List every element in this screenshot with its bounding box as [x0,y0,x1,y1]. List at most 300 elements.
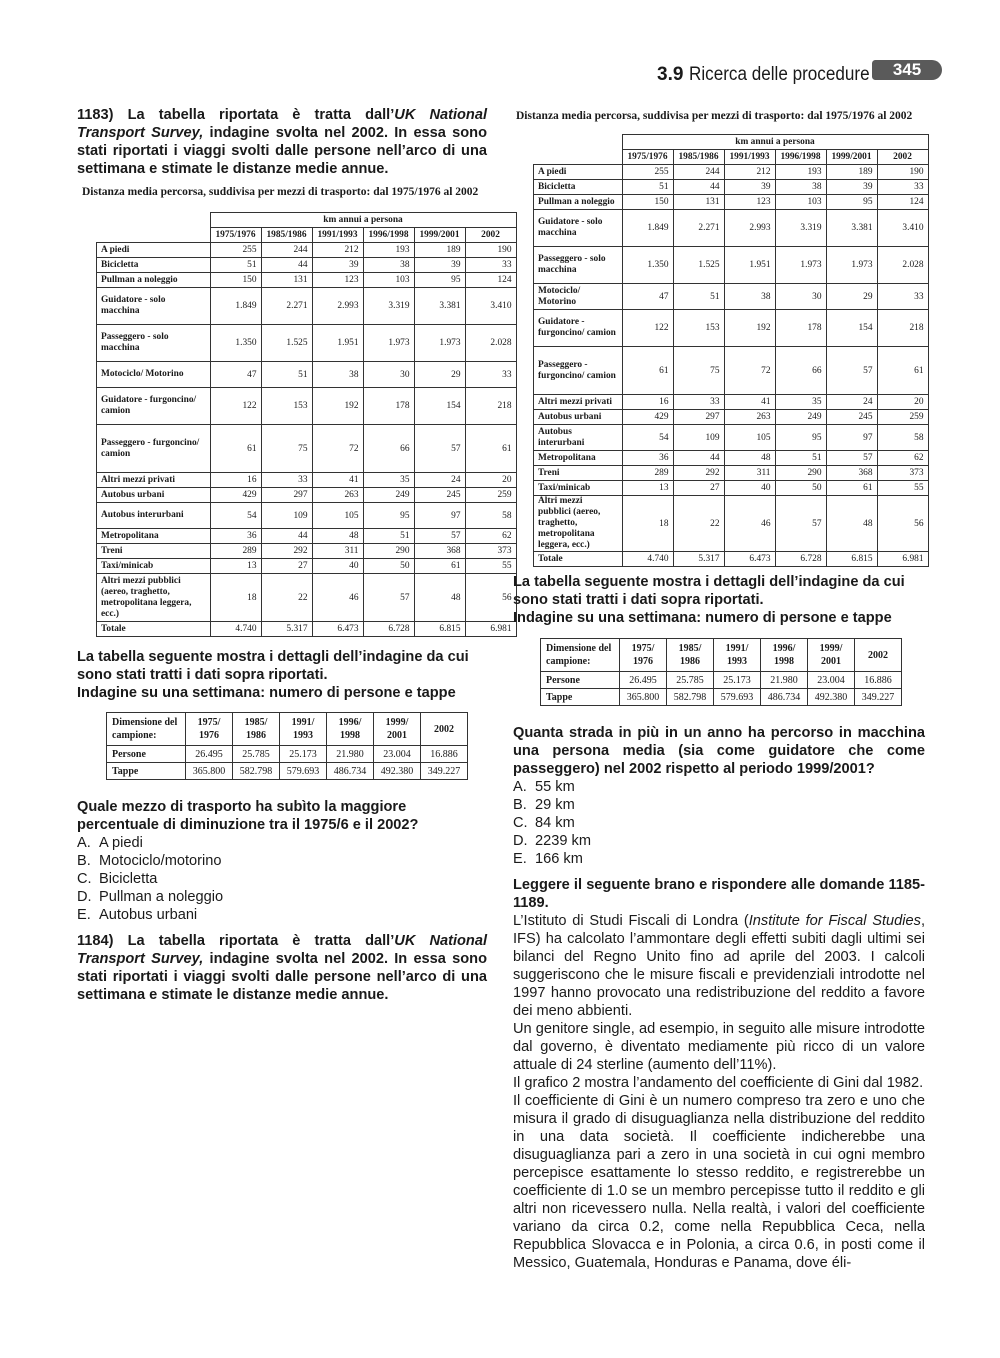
sample-table [106,712,468,780]
table-cell: 192 [724,310,775,347]
table-cell: 1.951 [312,325,363,362]
row-label: Motociclo/ Motorino [97,362,211,388]
table-cell: 75 [261,425,312,473]
table-row [534,395,929,410]
table-cell: 189 [414,243,465,258]
table-cell: 259 [465,488,516,503]
table-cell: 57 [826,347,877,395]
sample-cell: 486.734 [761,689,808,706]
table-cell: 1.525 [261,325,312,362]
table-cell: 51 [210,258,261,273]
sample-year-header: 1985/ 1986 [233,713,280,746]
table-cell: 22 [261,574,312,622]
year-header: 1985/1986 [673,150,724,165]
table-row [534,165,929,180]
sample-cell: 23.004 [808,672,855,689]
table-cell: 3.381 [414,288,465,325]
table-cell: 97 [414,503,465,529]
passage-paragraph-3: Il grafico 2 mostra l’andamento del coefficiente di Gini dal 1982. [513,1075,924,1091]
table-cell: 297 [673,410,724,425]
sample-row [541,672,902,689]
table-cell: 51 [261,362,312,388]
sample-cell: 582.798 [233,763,280,780]
table-cell: 122 [210,388,261,425]
right-column-bottom [513,724,925,1272]
table-row [97,288,517,325]
table-row [534,247,929,284]
option-text: 166 km [535,851,583,867]
row-label: Totale [534,552,623,567]
table-cell: 39 [724,180,775,195]
table-cell: 39 [312,258,363,273]
sample-header-label: Dimensione del campione: [107,713,186,746]
sample-cell: 25.173 [714,672,761,689]
sample-year-header: 1996/ 1998 [327,713,374,746]
table-cell: 51 [622,180,673,195]
table-cell: 193 [775,165,826,180]
table-cell: 41 [724,395,775,410]
table-cell: 44 [261,529,312,544]
table-row [97,503,517,529]
passage-paragraph-4: Il coefficiente di Gini è un numero compreso tra zero e uno che misura il grado di disuguaglianza nella distribuzione del reddito in una data società. Il coefficiente indicherebbe una disuguaglianza pari a zero in una società in cui ogni membro percepisce esattamente lo stesso reddito, e registrerebbe un coefficiente di 1.0 se un membro percepisse tutto il reddito e gli altri non ricevessero nulla. Nella realtà, i valori del coefficiente variano da circa 0.2, come nella Repubblica Ceca, nella Repubblica Slovacca e in Polonia, a circa 0.6, in posti come il Messico, Guatemala, Honduras e Panama, dove éli- [513,1093,925,1271]
table-cell: 48 [826,496,877,552]
table-cell: 192 [312,388,363,425]
sample-cell: 25.173 [280,746,327,763]
table-row [97,273,517,288]
table-cell: 75 [673,347,724,395]
table-cell: 2.993 [724,210,775,247]
option-key: E. [77,907,91,923]
table-cell: 109 [261,503,312,529]
table-cell: 6.981 [877,552,928,567]
table-cell: 290 [363,544,414,559]
table-cell: 29 [414,362,465,388]
table-cell: 292 [261,544,312,559]
table-cell: 40 [724,481,775,496]
table-cell: 44 [673,180,724,195]
table-cell: 5.317 [673,552,724,567]
table-cell: 124 [877,195,928,210]
table-row [534,552,929,567]
table-row [534,180,929,195]
table-cell: 33 [877,284,928,310]
sample-table [540,638,902,706]
sample-cell: 26.495 [186,746,233,763]
sample-table-left [106,712,468,780]
table-cell: 18 [210,574,261,622]
table-row [97,574,517,622]
table-row [97,325,517,362]
table-cell: 58 [877,425,928,451]
year-header: 1999/2001 [414,228,465,243]
table-cell: 190 [877,165,928,180]
table-cell: 244 [261,243,312,258]
table-cell: 51 [363,529,414,544]
table-cell: 131 [261,273,312,288]
table-cell: 4.740 [622,552,673,567]
table-row [534,451,929,466]
sample-cell: 16.886 [421,746,468,763]
sample-row-label: Tappe [541,689,620,706]
sample-year-header: 2002 [855,639,902,672]
option-text: Autobus urbani [99,907,198,923]
table-cell: 249 [775,410,826,425]
table-cell: 1.951 [724,247,775,284]
row-label: Altri mezzi privati [97,473,211,488]
sample-table-right [540,638,902,706]
year-header: 1975/1976 [622,150,673,165]
table-cell: 3.410 [877,210,928,247]
table-row [97,544,517,559]
table-cell: 218 [465,388,516,425]
answer-option[interactable] [77,870,487,888]
table-cell: 72 [724,347,775,395]
table-cell: 109 [673,425,724,451]
table-cell: 212 [312,243,363,258]
table-cell: 48 [414,574,465,622]
table-cell: 103 [363,273,414,288]
table-row [534,410,929,425]
table-cell: 36 [622,451,673,466]
table-cell: 50 [775,481,826,496]
follow-text-right: La tabella seguente mostra i dettagli dell’indagine da cui sono stati tratti i dati sopra riportati. [513,574,905,608]
table-cell: 24 [826,395,877,410]
year-header: 1975/1976 [210,228,261,243]
table-cell: 58 [465,503,516,529]
table-cell: 3.381 [826,210,877,247]
table-cell: 190 [465,243,516,258]
table-cell: 1.350 [210,325,261,362]
option-key: B. [513,797,527,813]
row-label: A piedi [97,243,211,258]
table-cell: 290 [775,466,826,481]
table-cell: 33 [673,395,724,410]
table-cell: 373 [877,466,928,481]
table-cell: 2.028 [877,247,928,284]
sample-year-header: 1991/ 1993 [714,639,761,672]
question-1183: 1183) La tabella riportata è tratta dall’UK National Transport Survey, indagine svolta nel 2002. In essa sono stati riportati i viaggi svolti dalle persone nell’arco di una settimana e stimate le distanze medie annue. [77,107,488,177]
sample-year-header: 1975/ 1976 [186,713,233,746]
table-cell: 61 [826,481,877,496]
right-column-middle [513,573,925,627]
table-row [534,284,929,310]
year-header: 1996/1998 [363,228,414,243]
table-cell: 6.728 [775,552,826,567]
table-cell: 429 [210,488,261,503]
sample-cell: 16.886 [855,672,902,689]
row-label: Pullman a noleggio [97,273,211,288]
answer-option[interactable] [77,852,487,870]
year-header: 1985/1986 [261,228,312,243]
table-cell: 5.317 [261,622,312,637]
sample-cell: 25.785 [233,746,280,763]
distance-table-caption-right: Distanza media percorsa, suddivisa per mezzi di trasporto: dal 1975/1976 al 2002 [516,110,913,122]
table-cell: 35 [775,395,826,410]
table-cell: 56 [465,574,516,622]
table-cell: 189 [826,165,877,180]
table-row [534,481,929,496]
sample-header-label: Dimensione del campione: [541,639,620,672]
table-cell: 1.525 [673,247,724,284]
table-cell: 29 [826,284,877,310]
row-label: Autobus urbani [534,410,623,425]
table-cell: 55 [877,481,928,496]
table-cell: 39 [414,258,465,273]
table-row [97,622,517,637]
row-label: Guidatore - furgoncino/ camion [97,388,211,425]
option-text: Pullman a noleggio [99,889,224,905]
table-cell: 56 [877,496,928,552]
table-cell: 150 [622,195,673,210]
table-cell: 51 [673,284,724,310]
table-row [534,195,929,210]
table-cell: 123 [724,195,775,210]
table-row [97,425,517,473]
table-cell: 54 [622,425,673,451]
row-label: Treni [97,544,211,559]
table-cell: 249 [363,488,414,503]
sample-cell: 21.980 [327,746,374,763]
table-cell: 38 [724,284,775,310]
table-cell: 122 [622,310,673,347]
year-header: 1999/2001 [826,150,877,165]
sample-cell: 492.380 [374,763,421,780]
table-cell: 27 [261,559,312,574]
answer-option[interactable] [77,906,487,924]
table-cell: 6.728 [363,622,414,637]
table-cell: 66 [363,425,414,473]
row-label: Treni [534,466,623,481]
row-label: Guidatore - solo macchina [97,288,211,325]
table-cell: 16 [622,395,673,410]
table-cell: 289 [210,544,261,559]
table-cell: 39 [826,180,877,195]
table-cell: 1.973 [414,325,465,362]
sample-year-header: 1996/ 1998 [761,639,808,672]
table-cell: 57 [414,425,465,473]
distance-table [533,134,929,567]
table-cell: 2.993 [312,288,363,325]
row-label: Totale [97,622,211,637]
running-header [657,64,890,86]
distance-table-left [96,212,517,637]
table-cell: 40 [312,559,363,574]
option-text: 84 km [535,815,575,831]
table-row [97,243,517,258]
option-key: D. [77,889,92,905]
option-text: 55 km [535,779,575,795]
option-text: A piedi [99,835,143,851]
option-key: C. [77,871,92,887]
passage-paragraph-2: Un genitore single, ad esempio, in seguito alle misure introdotte dal governo, è diventato mediamente più ricco di un valore attuale di 24 sterline (aumento dell’11%). [513,1021,925,1073]
row-label: Guidatore - solo macchina [534,210,623,247]
table-cell: 38 [363,258,414,273]
table-cell: 41 [312,473,363,488]
table-cell: 50 [363,559,414,574]
table-cell: 57 [414,529,465,544]
answer-option[interactable] [513,778,925,796]
row-label: Passeggero - solo macchina [534,247,623,284]
table-cell: 61 [210,425,261,473]
table-row [534,425,929,451]
table-cell: 95 [363,503,414,529]
table-cell: 97 [826,425,877,451]
sample-cell: 21.980 [761,672,808,689]
table-cell: 178 [363,388,414,425]
table-cell: 2.271 [261,288,312,325]
table-cell: 3.319 [775,210,826,247]
table-cell: 6.473 [312,622,363,637]
table-cell: 154 [826,310,877,347]
table-cell: 95 [414,273,465,288]
sample-cell: 582.798 [667,689,714,706]
reading-instruction: Leggere il seguente brano e rispondere alle domande 1185-1189. [513,877,925,911]
table-cell: 153 [261,388,312,425]
table-cell: 33 [465,362,516,388]
table-cell: 38 [312,362,363,388]
sample-year-header: 1999/ 2001 [808,639,855,672]
group-header: km annui a persona [622,135,928,150]
sample-year-header: 1999/ 2001 [374,713,421,746]
answer-option[interactable] [513,796,925,814]
left-column-bottom [77,798,487,1004]
table-cell: 154 [414,388,465,425]
sample-year-header: 1975/ 1976 [620,639,667,672]
row-label: Passeggero - furgoncino/ camion [97,425,211,473]
survey-line-right: Indagine su una settimana: numero di persone e tappe [513,610,892,626]
table-cell: 66 [775,347,826,395]
row-label: Guidatore - furgoncino/ camion [534,310,623,347]
sample-cell: 579.693 [714,689,761,706]
sample-cell: 26.495 [620,672,667,689]
table-cell: 105 [312,503,363,529]
table-cell: 292 [673,466,724,481]
table-cell: 33 [465,258,516,273]
table-cell: 1.350 [622,247,673,284]
table-cell: 20 [465,473,516,488]
answer-option[interactable] [513,814,925,832]
sample-row-label: Persone [107,746,186,763]
table-row [534,347,929,395]
row-label: Pullman a noleggio [534,195,623,210]
table-cell: 178 [775,310,826,347]
table-cell: 311 [312,544,363,559]
table-row [534,210,929,247]
table-cell: 47 [622,284,673,310]
table-cell: 103 [775,195,826,210]
row-label: Autobus interurbani [97,503,211,529]
answer-option[interactable] [77,888,487,906]
sample-cell: 23.004 [374,746,421,763]
table-cell: 1.973 [775,247,826,284]
table-cell: 44 [261,258,312,273]
row-label: Passeggero - furgoncino/ camion [534,347,623,395]
sample-cell: 349.227 [421,763,468,780]
table-cell: 57 [363,574,414,622]
table-cell: 6.815 [826,552,877,567]
table-row [97,258,517,273]
option-key: C. [513,815,528,831]
answer-option[interactable] [513,832,925,850]
sample-cell: 486.734 [327,763,374,780]
table-cell: 124 [465,273,516,288]
table-row [97,362,517,388]
table-cell: 218 [877,310,928,347]
sample-year-header: 2002 [421,713,468,746]
row-label: Passeggero - solo macchina [97,325,211,362]
table-cell: 13 [210,559,261,574]
table-cell: 255 [210,243,261,258]
year-header: 2002 [877,150,928,165]
table-cell: 6.815 [414,622,465,637]
option-key: A. [77,835,91,851]
page-number: 345 [872,60,942,80]
table-cell: 24 [414,473,465,488]
question-1184: 1184) La tabella riportata è tratta dall’UK National Transport Survey, indagine svolta nel 2002. In essa sono stati riportati i viaggi svolti dalle persone nell’arco di una settimana e stimate le distanze medie annue. [77,933,488,1003]
table-row [534,310,929,347]
table-cell: 61 [622,347,673,395]
row-label: A piedi [534,165,623,180]
table-cell: 1.973 [826,247,877,284]
option-key: D. [513,833,528,849]
table-cell: 3.410 [465,288,516,325]
sample-row [107,763,468,780]
table-cell: 6.981 [465,622,516,637]
table-cell: 22 [673,496,724,552]
table-row [97,388,517,425]
table-cell: 18 [622,496,673,552]
row-label: Metropolitana [97,529,211,544]
table-cell: 2.028 [465,325,516,362]
row-label: Altri mezzi pubblici (aereo, traghetto, metropolitana leggera, ecc.) [534,496,623,552]
table-row [97,488,517,503]
table-cell: 150 [210,273,261,288]
table-cell: 61 [414,559,465,574]
row-label: Bicicletta [534,180,623,195]
row-label: Taxi/minicab [534,481,623,496]
row-label: Taxi/minicab [97,559,211,574]
table-cell: 33 [877,180,928,195]
table-cell: 259 [877,410,928,425]
table-cell: 30 [363,362,414,388]
group-header: km annui a persona [210,213,516,228]
table-cell: 289 [622,466,673,481]
options-list-right [513,778,925,868]
options-list [77,834,487,924]
table-cell: 57 [826,451,877,466]
table-cell: 27 [673,481,724,496]
table-cell: 38 [775,180,826,195]
year-header: 2002 [465,228,516,243]
table-cell: 55 [465,559,516,574]
answer-option[interactable] [513,850,925,868]
table-cell: 263 [724,410,775,425]
table-cell: 95 [775,425,826,451]
question-text-right: Quanta strada in più in un anno ha percorso in macchina una persona media (sia come guidatore che come passeggero) nel 2002 rispetto al periodo 1999/2001? [513,725,925,777]
sample-cell: 365.800 [186,763,233,780]
year-header: 1996/1998 [775,150,826,165]
table-cell: 368 [826,466,877,481]
table-cell: 429 [622,410,673,425]
table-cell: 95 [826,195,877,210]
table-row [97,529,517,544]
table-cell: 51 [775,451,826,466]
follow-text: La tabella seguente mostra i dettagli dell’indagine da cui sono stati tratti i dati sopra riportati. [77,649,469,683]
section-number: 3.9 [657,64,684,85]
row-label: Autobus urbani [97,488,211,503]
option-text: Motociclo/motorino [99,853,222,869]
answer-option[interactable] [77,834,487,852]
